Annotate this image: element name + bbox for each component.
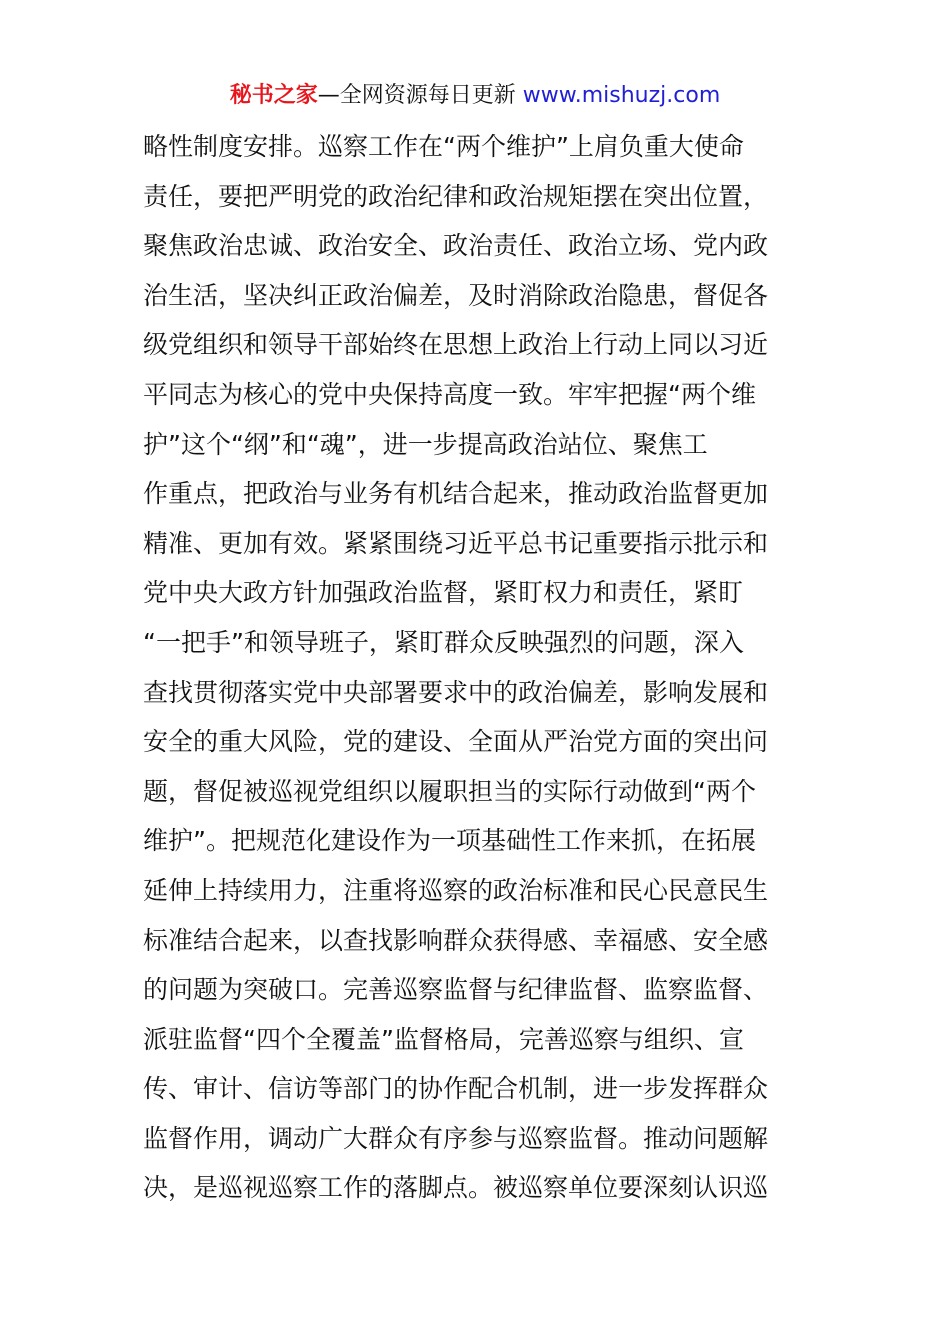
text-line: 延伸上持续用力，注重将巡察的政治标准和民心民意民生 bbox=[143, 875, 769, 905]
text-line: 派驻监督“四个全覆盖”监督格局，完善巡察与组织、宣 bbox=[143, 1024, 744, 1054]
text-line: 维护”。把规范化建设作为一项基础性工作来抓，在拓展 bbox=[143, 826, 756, 856]
text-line: 略性制度安排。巡察工作在“两个维护”上肩负重大使命 bbox=[143, 132, 744, 161]
text-line: 聚焦政治忠诚、政治安全、政治责任、政治立场、党内政 bbox=[143, 231, 769, 261]
text-line: 护”这个“纲”和“魂”，进一步提高政治站位、聚焦工 bbox=[143, 429, 708, 459]
text-line: 治生活，坚决纠正政治偏差，及时消除政治隐患，督促各 bbox=[143, 280, 769, 310]
text-line: 作重点，把政治与业务有机结合起来，推动政治监督更加 bbox=[143, 479, 769, 509]
text-line: 标准结合起来，以查找影响群众获得感、幸福感、安全感 bbox=[143, 925, 769, 955]
text-line: 查找贯彻落实党中央部署要求中的政治偏差，影响发展和 bbox=[143, 677, 769, 707]
text-line: 的问题为突破口。完善巡察监督与纪律监督、监察监督、 bbox=[143, 975, 769, 1005]
text-line: 安全的重大风险，党的建设、全面从严治党方面的突出问 bbox=[143, 727, 769, 757]
text-line: “一把手”和领导班子，紧盯群众反映强烈的问题，深入 bbox=[143, 627, 744, 657]
text-line: 精准、更加有效。紧紧围绕习近平总书记重要指示批示和 bbox=[143, 528, 769, 558]
text-line: 决，是巡视巡察工作的落脚点。被巡察单位要深刻认识巡 bbox=[143, 1173, 769, 1203]
text-line: 传、审计、信访等部门的协作配合机制，进一步发挥群众 bbox=[143, 1074, 769, 1104]
text-line: 题，督促被巡视党组织以履职担当的实际行动做到“两个 bbox=[143, 776, 756, 806]
header-site-link[interactable]: www.mishuzj.com bbox=[522, 83, 721, 108]
body-text bbox=[143, 122, 823, 1213]
text-line: 党中央大政方针加强政治监督，紧盯权力和责任，紧盯 bbox=[143, 578, 744, 608]
header-tagline: —全网资源每日更新 bbox=[317, 83, 523, 108]
header-brand: 秘书之家 bbox=[229, 83, 318, 108]
text-line: 级党组织和领导干部始终在思想上政治上行动上同以习近 bbox=[143, 330, 769, 360]
text-line: 监督作用，调动广大群众有序参与巡察监督。推动问题解 bbox=[143, 1123, 769, 1153]
text-line: 平同志为核心的党中央保持高度一致。牢牢把握“两个维 bbox=[143, 379, 756, 409]
page-header bbox=[0, 80, 950, 112]
text-line: 责任，要把严明党的政治纪律和政治规矩摆在突出位置， bbox=[143, 181, 769, 211]
